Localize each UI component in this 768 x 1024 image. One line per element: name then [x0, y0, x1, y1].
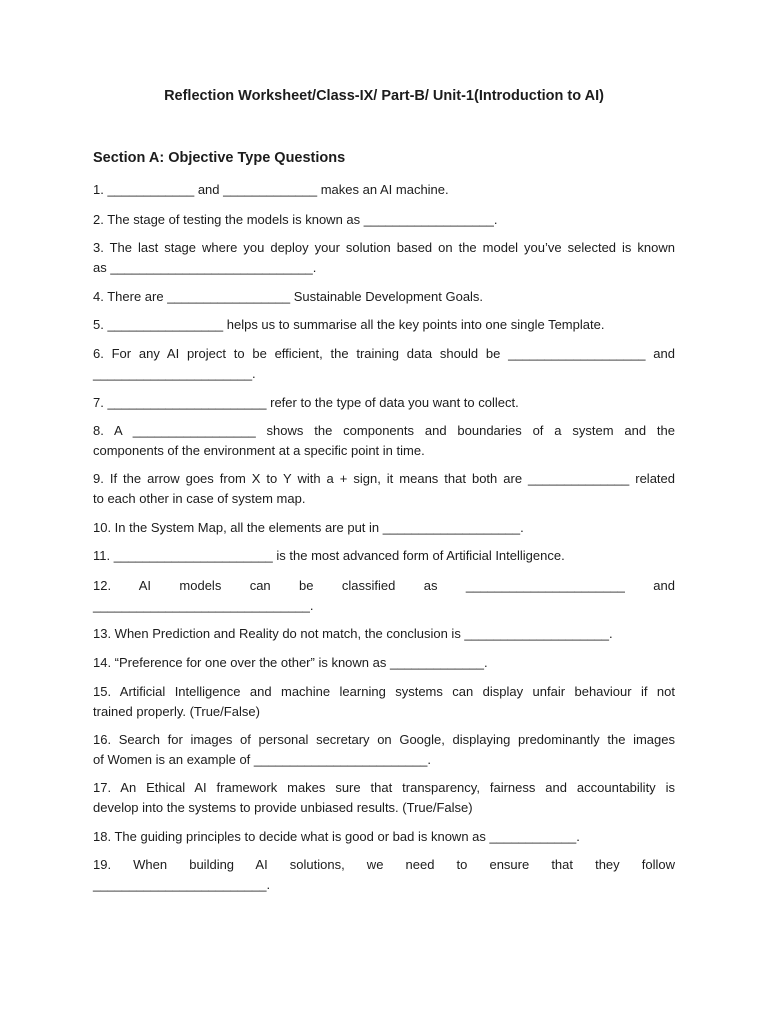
- question-text: 10. In the System Map, all the elements are put in ___________________.: [93, 520, 524, 535]
- question-text-cont: components of the environment at a specific point in time.: [93, 442, 425, 458]
- question-11: [93, 546, 675, 566]
- question-text-cont: of Women is an example of ________________________.: [93, 751, 432, 767]
- question-2: [93, 210, 675, 230]
- question-text: 16. Search for images of personal secretary on Google, displaying predominantly the images: [93, 732, 675, 747]
- question-18: [93, 827, 675, 847]
- question-text: 18. The guiding principles to decide what is good or bad is known as ____________.: [93, 829, 580, 844]
- question-16: [93, 730, 675, 769]
- question-text: 15. Artificial Intelligence and machine learning systems can display unfair behaviour if not: [93, 684, 675, 699]
- question-text-cont: to each other in case of system map.: [93, 490, 306, 506]
- question-text: 9. If the arrow goes from X to Y with a + sign, it means that both are ______________ related: [93, 471, 675, 486]
- question-text: 5. ________________ helps us to summarise all the key points into one single Template.: [93, 317, 605, 332]
- question-text: 17. An Ethical AI framework makes sure that transparency, fairness and accountability is: [93, 780, 675, 795]
- question-text-cont: trained properly. (True/False): [93, 703, 260, 719]
- question-text: 12. AI models can be classified as ______________________ and: [93, 578, 675, 593]
- question-text: 8. A _________________ shows the components and boundaries of a system and the: [93, 423, 675, 438]
- question-text: 13. When Prediction and Reality do not match, the conclusion is ____________________.: [93, 626, 613, 641]
- question-text: 1. ____________ and _____________ makes an AI machine.: [93, 182, 449, 197]
- question-14: [93, 653, 675, 673]
- question-1: [93, 180, 675, 200]
- question-text-cont: ______________________________.: [93, 597, 314, 613]
- question-8: [93, 421, 675, 460]
- question-text: 2. The stage of testing the models is known as __________________.: [93, 212, 498, 227]
- question-19: [93, 855, 675, 894]
- section-a-heading: Section A: Objective Type Questions: [93, 150, 346, 166]
- question-4: [93, 287, 675, 307]
- question-text-cont: as ____________________________.: [93, 259, 317, 275]
- question-text: 3. The last stage where you deploy your solution based on the model you’ve selected is known: [93, 240, 675, 255]
- question-text: 19. When building AI solutions, we need to ensure that they follow: [93, 857, 675, 872]
- question-6: [93, 344, 675, 383]
- question-7: [93, 393, 675, 413]
- question-9: [93, 469, 675, 508]
- question-text: 7. ______________________ refer to the type of data you want to collect.: [93, 395, 519, 410]
- question-text-cont: ______________________.: [93, 365, 256, 381]
- question-17: [93, 778, 675, 817]
- question-5: [93, 315, 675, 335]
- question-text-cont: develop into the systems to provide unbiased results. (True/False): [93, 799, 473, 815]
- question-13: [93, 624, 675, 644]
- question-3: [93, 238, 675, 277]
- question-12: [93, 576, 675, 615]
- question-text: 6. For any AI project to be efficient, the training data should be ___________________ and: [93, 346, 675, 361]
- question-text: 4. There are _________________ Sustainable Development Goals.: [93, 289, 484, 304]
- question-text-cont: ________________________.: [93, 876, 271, 892]
- question-10: [93, 518, 675, 538]
- question-text: 14. “Preference for one over the other” is known as _____________.: [93, 655, 488, 670]
- question-15: [93, 682, 675, 721]
- page-title: Reflection Worksheet/Class-IX/ Part-B/ Unit-1(Introduction to AI): [164, 88, 604, 104]
- question-text: 11. ______________________ is the most advanced form of Artificial Intelligence.: [93, 548, 565, 563]
